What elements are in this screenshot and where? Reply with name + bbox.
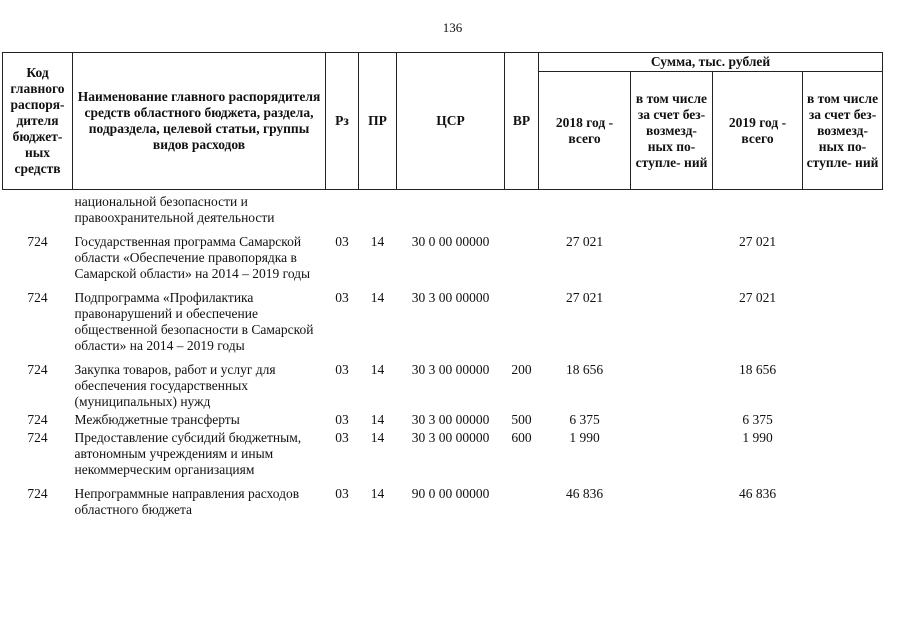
cell-2018-total: 27 021 (565, 234, 604, 249)
cell-2019-free (803, 428, 883, 478)
budget-table (2, 52, 883, 518)
header-pr: ПР (359, 53, 397, 190)
header-2018-free: в том числе за счет без- возмезд- ных по- ступле- ний (631, 72, 713, 190)
cell-name: Непрограммные направления расходов областного бюджета (74, 486, 300, 517)
cell-2019-total (713, 190, 803, 227)
cell-2019-total: 1 990 (742, 430, 773, 445)
header-sum-title: Сумма, тыс. рублей (539, 53, 883, 72)
cell-2019-total: 27 021 (738, 290, 777, 305)
cell-rz: 03 (335, 234, 349, 249)
cell-code: 724 (27, 412, 48, 427)
cell-2018-free (631, 354, 713, 410)
cell-name: Подпрограмма «Профилактика правонарушений и обеспечение общественной безопасности в Самарской области» на 2014 – 2019 годы (74, 290, 314, 353)
cell-csr (397, 190, 505, 227)
cell-code: 724 (27, 486, 48, 501)
table-row (3, 410, 883, 428)
table-row (3, 354, 883, 410)
header-rz: Рз (326, 53, 359, 190)
cell-2019-free (803, 226, 883, 282)
cell-pr: 14 (370, 486, 385, 501)
cell-2018-free (631, 226, 713, 282)
cell-vr: 500 (511, 412, 532, 427)
cell-2019-total: 18 656 (738, 362, 777, 377)
cell-rz: 03 (335, 290, 349, 305)
cell-vr (505, 478, 539, 518)
header-name: Наименование главного распорядителя средств областного бюджета, раздела, подраздела, целевой статьи, группы видов расходов (73, 53, 326, 190)
cell-csr: 30 3 00 00000 (411, 362, 490, 377)
cell-csr: 30 3 00 00000 (411, 290, 490, 305)
cell-2019-free (803, 190, 883, 227)
header-code: Код главного распоря- дителя бюджет- ных средств (3, 53, 73, 190)
cell-code: 724 (27, 362, 48, 377)
cell-csr: 30 3 00 00000 (411, 412, 490, 427)
cell-rz: 03 (335, 362, 349, 377)
cell-pr: 14 (370, 430, 385, 445)
cell-pr: 14 (370, 412, 385, 427)
table-row (3, 478, 883, 518)
header-vr: ВР (505, 53, 539, 190)
cell-2018-total: 1 990 (569, 430, 600, 445)
header-2019-free: в том числе за счет без- возмезд- ных по- ступле- ний (803, 72, 883, 190)
header-csr: ЦСР (397, 53, 505, 190)
table-header (3, 53, 883, 190)
cell-pr: 14 (370, 290, 385, 305)
table-row (3, 428, 883, 478)
cell-vr (505, 190, 539, 227)
cell-csr: 90 0 00 00000 (411, 486, 490, 501)
cell-2019-free (803, 354, 883, 410)
table-row (3, 226, 883, 282)
cell-code: 724 (27, 290, 48, 305)
cell-2019-total: 46 836 (738, 486, 777, 501)
cell-code (3, 190, 73, 227)
cell-rz: 03 (335, 412, 349, 427)
cell-pr: 14 (370, 362, 385, 377)
cell-2018-free (631, 282, 713, 354)
cell-2018-free (631, 410, 713, 428)
cell-2018-total: 18 656 (565, 362, 604, 377)
cell-pr: 14 (370, 234, 385, 249)
cell-2018-free (631, 428, 713, 478)
cell-vr (505, 226, 539, 282)
table-row (3, 190, 883, 227)
cell-2018-free (631, 478, 713, 518)
cell-2019-free (803, 282, 883, 354)
cell-csr: 30 3 00 00000 (411, 430, 490, 445)
cell-pr (359, 190, 397, 227)
cell-vr: 200 (511, 362, 532, 377)
cell-rz (326, 190, 359, 227)
cell-2019-total: 27 021 (738, 234, 777, 249)
cell-2018-total (539, 190, 631, 227)
cell-name: Межбюджетные трансферты (74, 412, 240, 427)
header-2019-total: 2019 год - всего (713, 72, 803, 190)
cell-name: национальной безопасности и правоохранительной деятельности (74, 194, 275, 225)
cell-name: Государственная программа Самарской области «Обеспечение правопорядка в Самарской области» на 2014 – 2019 годы (74, 234, 311, 281)
cell-vr (505, 282, 539, 354)
cell-2018-total: 46 836 (565, 486, 604, 501)
cell-csr: 30 0 00 00000 (411, 234, 490, 249)
cell-code: 724 (27, 430, 48, 445)
cell-2019-free (803, 478, 883, 518)
cell-2019-free (803, 410, 883, 428)
cell-rz: 03 (335, 430, 349, 445)
cell-vr: 600 (511, 430, 532, 445)
cell-code: 724 (27, 234, 48, 249)
cell-name: Закупка товаров, работ и услуг для обеспечения государственных (муниципальных) нужд (74, 362, 276, 409)
cell-name: Предоставление субсидий бюджетным, автономным учреждениям и иным некоммерческим организациям (74, 430, 302, 477)
cell-rz: 03 (335, 486, 349, 501)
header-2018-total: 2018 год - всего (539, 72, 631, 190)
page-number: 136 (442, 20, 463, 35)
cell-2018-total: 6 375 (569, 412, 600, 427)
cell-2018-free (631, 190, 713, 227)
table-row (3, 282, 883, 354)
cell-2018-total: 27 021 (565, 290, 604, 305)
cell-2019-total: 6 375 (742, 412, 773, 427)
table-body (3, 190, 883, 519)
